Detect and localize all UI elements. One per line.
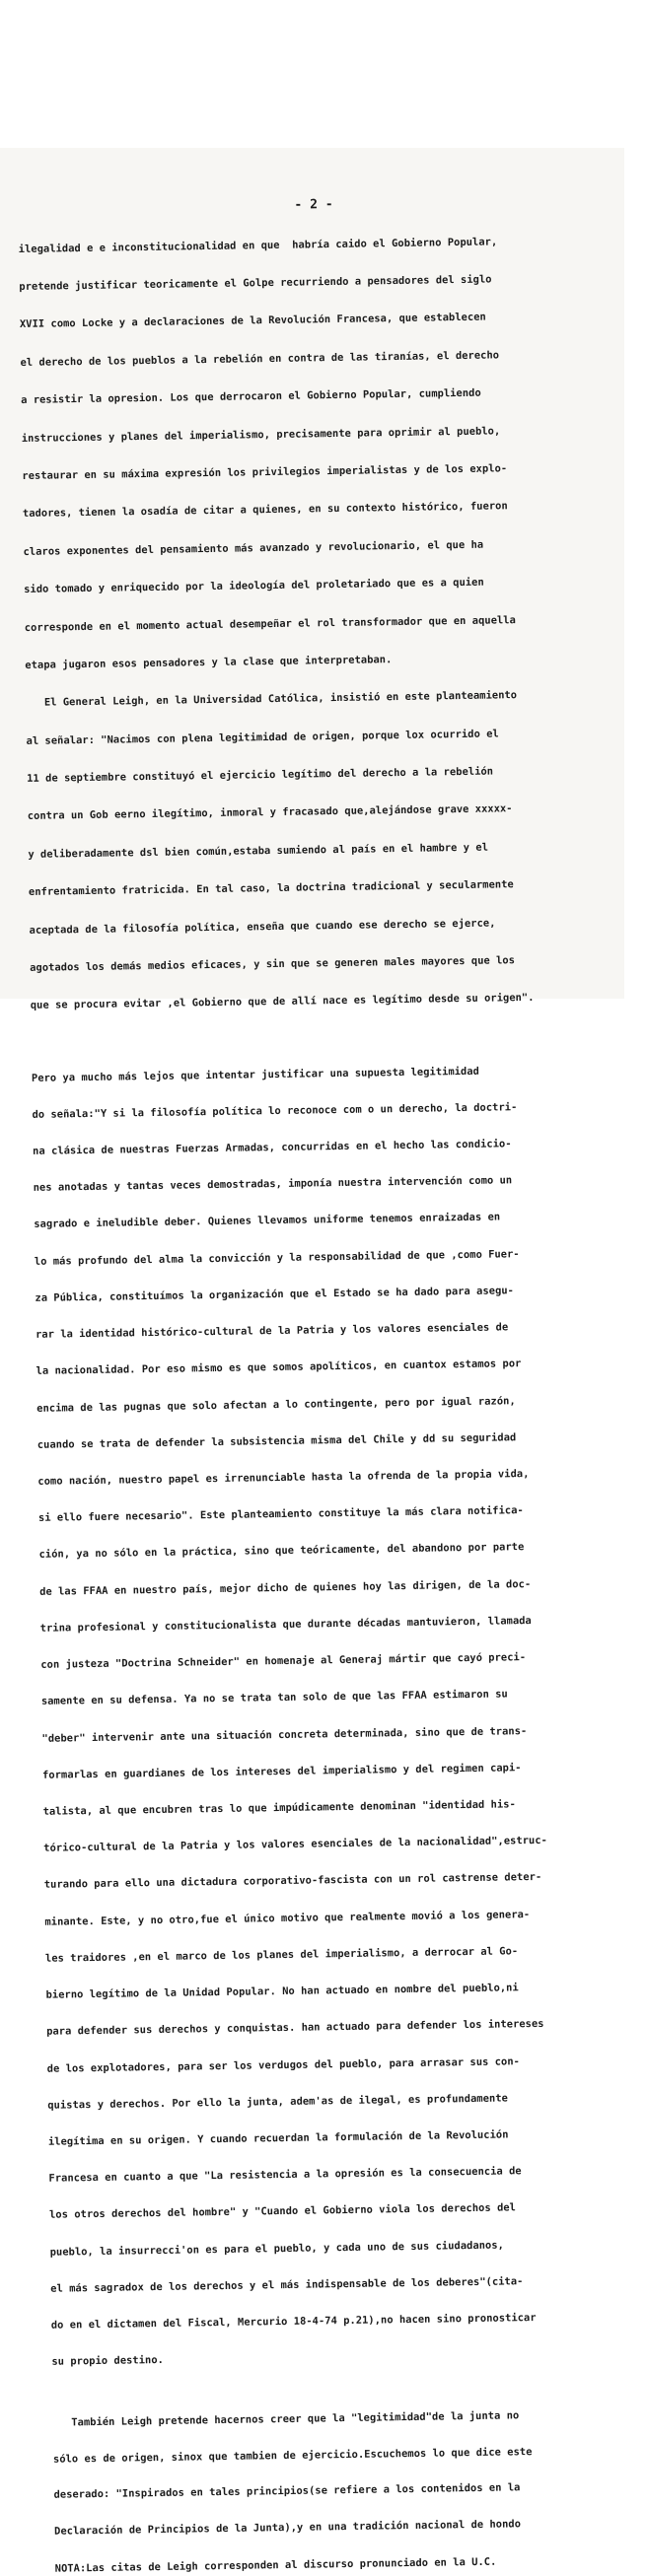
page-number: - 2 -	[294, 196, 333, 213]
text-line: la nacionalidad. Por eso mismo es que somos apolíticos, en cuantox estamos por	[36, 1358, 522, 1378]
text-line: lo más profundo del alma la convicción y la responsabilidad de que ,como Fuer-	[34, 1247, 520, 1268]
paragraph-legitimidad-ejercicio	[52, 2384, 647, 2561]
text-line: claros exponentes del pensamiento más avanzado y revolucionario, el que ha	[23, 538, 484, 558]
text-line: contra un Gob eerno ilegítimo, inmoral y fracasado que,alejándose grave xxxxx-	[27, 802, 513, 823]
text-line: do en el dictamen del Fiscal, Mercurio 18-4-74 p.21),no hacen sino pronosticar	[50, 2312, 537, 2332]
text-line: el más sagradox de los derechos y el más indispensable de los deberes"(cita-	[50, 2275, 524, 2295]
text-line: instrucciones y planes del imperialismo, precisamente para oprimir al pueblo,	[21, 424, 501, 445]
text-line: pueblo, la insurrecci'on es para el pueblo, y cada uno de sus ciudadanos,	[49, 2239, 505, 2259]
footnote-nota: NOTA:Las citas de Leigh corresponden al discurso pronunciado en la U.C.	[54, 2556, 497, 2576]
text-line: a resistir la opresion. Los que derrocaron el Gobierno Popular, cumpliendo	[21, 386, 481, 407]
text-line: do señala:"Y si la filosofía política lo reconoce com o un derecho, la doctri-	[32, 1100, 518, 1121]
text-line: tadores, tienen la osadía de citar a quienes, en su contexto histórico, fueron	[22, 500, 508, 521]
text-line: Pero ya mucho más lejos que intentar justificar una supuesta legitimidad	[31, 1065, 480, 1084]
text-line: que se procura evitar ,el Gobierno que de allí nace es legítimo desde su origen".	[30, 992, 535, 1012]
text-line: ilegalidad e e inconstitucionalidad en que habría caido el Gobierno Popular,	[18, 235, 498, 255]
text-line: enfrentamiento fratricida. En tal caso, la doctrina tradicional y secularmente	[28, 878, 514, 899]
text-line: nes anotadas y tantas veces demostradas, imponía nuestra intervención como un	[33, 1174, 513, 1195]
text-line: y deliberadamente dsl bien común,estaba sumiendo al país en el hambre y el	[28, 841, 489, 861]
text-line: aceptada de la filosofía política, enseña que cuando ese derecho se ejerce,	[29, 917, 496, 937]
text-line: con justeza "Doctrina Schneider" en homenaje al Generaj mártir que cayó preci-	[40, 1651, 527, 1671]
text-line: para defender sus derechos y conquistas. han actuado para defender los intereses	[46, 2018, 544, 2039]
text-line: el derecho de los pueblos a la rebelión en contra de las tiranías, el derecho	[20, 349, 500, 369]
text-line: deserado: "Inspirados en tales principios(se refiere a los contenidos en la	[53, 2481, 521, 2501]
text-line: na clásica de nuestras Fuerzas Armadas, concurridas en el hecho las condicio-	[33, 1138, 512, 1157]
text-line: encima de las pugnas que solo afectan a lo contingente, pero por igual razón,	[36, 1394, 516, 1415]
text-line: XVII como Locke y a declaraciones de la Revolución Francesa, que establecen	[19, 311, 486, 331]
text-line: si ello fuere necesario". Este planteamiento constituye la más clara notifica-	[37, 1504, 524, 1525]
text-line: ción, ya no sólo en la práctica, sino que teóricamente, del abandono por parte	[38, 1541, 525, 1562]
text-line: su propio destino.	[51, 2354, 165, 2368]
text-line: de las FFAA en nuestro país, mejor dicho de quienes hoy las dirigen, de la doc-	[39, 1577, 532, 1598]
text-line: Francesa en cuanto a que "La resistencia a la opresión es la consecuencia de	[48, 2165, 522, 2185]
text-line: quistas y derechos. Por ello la junta, adem'as de ilegal, es profundamente	[47, 2092, 508, 2112]
text-line: "deber" intervenir ante una situación concreta determinada, sino que de trans-	[41, 1724, 528, 1745]
text-line: ilegítima en su origen. Y cuando recuerdan la formulación de la Revolución	[47, 2128, 509, 2148]
text-line: samente en su defensa. Ya no se trata tan solo de que las FFAA estimaron su	[40, 1688, 508, 1708]
text-line: sido tomado y enriquecido por la ideología del proletariado que es a quien	[24, 576, 484, 596]
text-line: sagrado e ineludible deber. Quienes llevamos uniforme tenemos enraizadas en	[34, 1211, 501, 1231]
text-line: rar la identidad histórico-cultural de la Patria y los valores esenciales de	[35, 1321, 509, 1341]
text-line: 11 de septiembre constituyó el ejercicio legítimo del derecho a la rebelión	[27, 765, 494, 785]
text-line: corresponde en el momento actual desempeñar el rol transformador que en aquella	[24, 613, 516, 634]
text-line: turando para ello una dictadura corporativo-fascista con un rol castrense deter-	[43, 1871, 542, 1892]
text-line: También Leigh pretende hacernos creer que la "legitimidad"de la junta no	[52, 2409, 520, 2429]
text-line: minante. Este, y no otro,fue el único motivo que realmente movió a los genera-	[44, 1908, 531, 1928]
text-line: sólo es de origen, sinox que tambien de ejercicio.Escuchemos lo que dice este	[52, 2445, 533, 2466]
text-line: Declaración de Principios de la Junta),y en una tradición nacional de hondo	[54, 2517, 522, 2538]
text-line: agotados los demás medios eficaces, y sin que se generen males mayores que los	[30, 954, 516, 974]
text-line: formarlas en guardianes de los intereses del imperialismo y del regimen capi-	[41, 1761, 522, 1781]
text-line: talista, al que encubren tras lo que impúdicamente denominan "identidad his-	[42, 1798, 516, 1818]
text-line: restaurar en su máxima expresión los privilegios imperialistas y de los explo-	[22, 462, 508, 482]
text-line: tórico-cultural de la Patria y los valores esenciales de la nacionalidad",estruc-	[43, 1834, 548, 1854]
paragraph-doctrina-fuerzas-armadas	[31, 1038, 643, 2393]
text-line: al señalar: "Nacimos con plena legitimidad de origen, porque lox ocurrido el	[26, 728, 499, 747]
text-line: El General Leigh, en la Universidad Católica, insistió en este planteamiento	[25, 689, 518, 710]
text-line: pretende justificar teoricamente el Golpe recurriendo a pensadores del siglo	[19, 273, 492, 293]
text-line: bierno legítimo de la Unidad Popular. No han actuado en nombre del pueblo,ni	[45, 1982, 519, 2001]
text-line: les traidores ,en el marco de los planes del imperialismo, a derrocar al Go-	[44, 1945, 519, 1965]
text-line: za Pública, constituímos la organización que el Estado se ha dado para asegu-	[35, 1285, 515, 1304]
typed-page	[18, 193, 621, 2576]
text-line: trina profesional y constitucionalista que durante décadas mantuvieron, llamada	[39, 1614, 532, 1635]
text-line: etapa jugaron esos pensadores y la clase que interpretaban.	[25, 653, 393, 671]
text-line: como nación, nuestro papel es irrenunciable hasta la ofrenda de la propia vida,	[37, 1468, 530, 1488]
text-line: cuando se trata de defender la subsistencia misma del Chile y dd su seguridad	[36, 1431, 517, 1451]
paragraph-legitimidad-origen	[18, 209, 622, 1038]
text-line: los otros derechos del hombre" y "Cuando el Gobierno viola los derechos del	[48, 2201, 517, 2222]
text-line: de los explotadores, para ser los verdugos del pueblo, para arrasar sus con-	[46, 2054, 521, 2075]
